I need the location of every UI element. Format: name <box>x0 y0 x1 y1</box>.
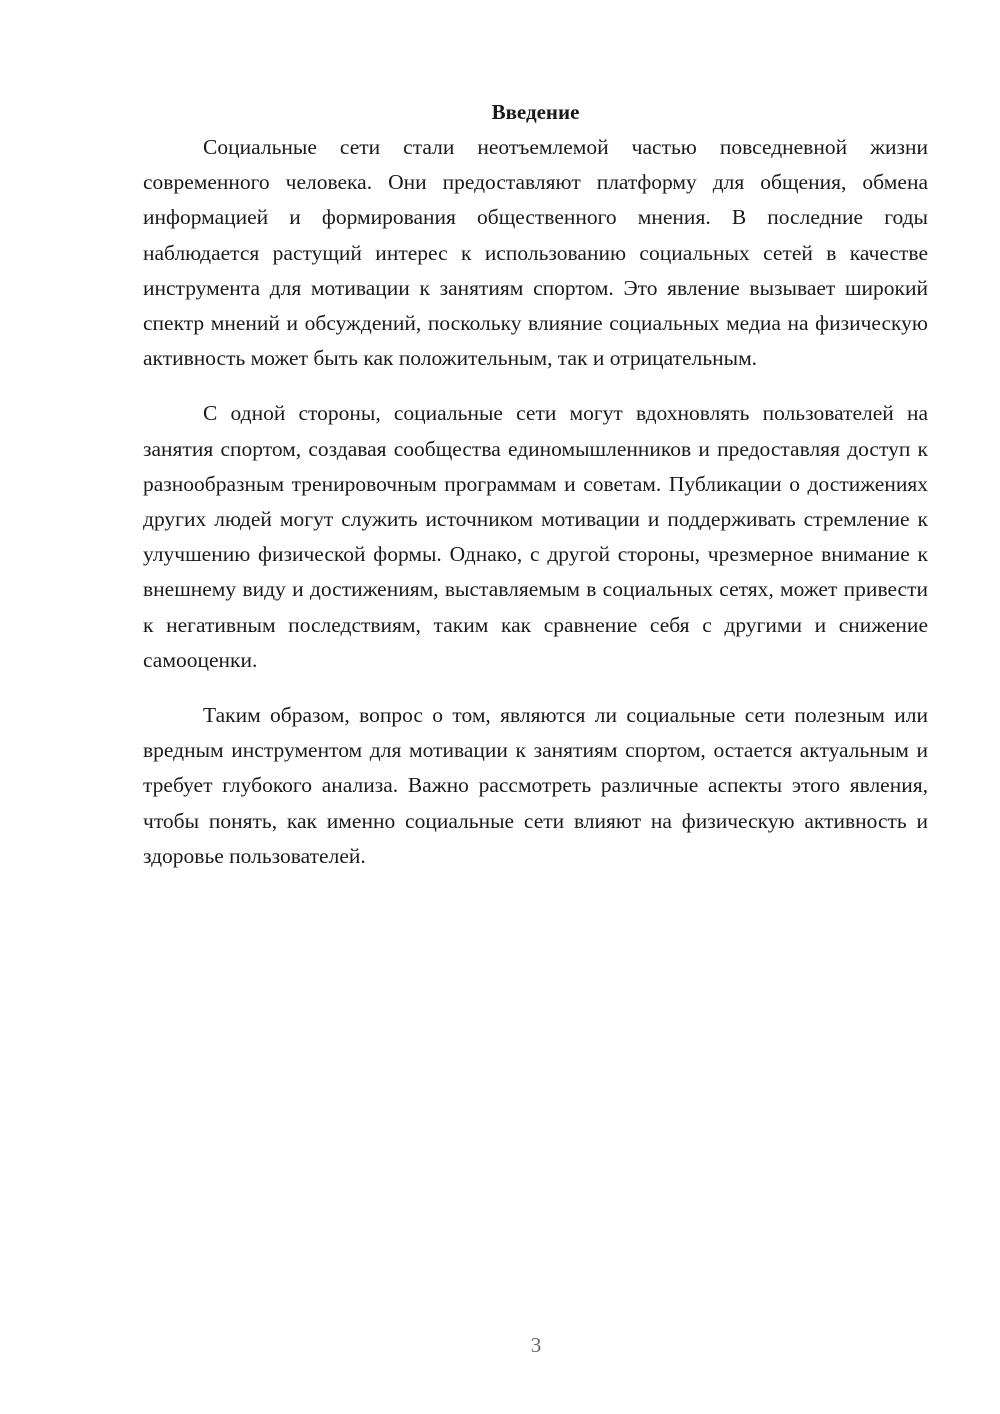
section-title: Введение <box>491 100 580 124</box>
page-number: 3 <box>530 1333 542 1357</box>
paragraph-pros-cons: С одной стороны, социальные сети могут вдохновлять пользователей на занятия спортом, создавая сообщества единомышленников и предоставляя доступ к разнообразным тренировочным программам и советам. Публикации о достижениях других людей могут служить источником мотивации и поддерживать стремление к улучшению физической формы. Однако, с другой стороны, чрезмерное внимание к внешнему виду и достижениям, выставляемым в социальных сетях, может привести к негативным последствиям, таким как сравнение себя с другими и снижение самооценки. <box>143 401 928 672</box>
page-content <box>143 98 928 894</box>
paragraph-intro: Социальные сети стали неотъемлемой частью повседневной жизни современного человека. Они предоставляют платформу для общения, обмена информацией и формирования общественного мнения. В последние годы наблюдается растущий интерес к использованию социальных сетей в качестве инструмента для мотивации к занятиям спортом. Это явление вызывает широкий спектр мнений и обсуждений, поскольку влияние социальных медиа на физическую активность может быть как положительным, так и отрицательным. <box>143 135 928 371</box>
paragraph-conclusion: Таким образом, вопрос о том, являются ли социальные сети полезным или вредным инструментом для мотивации к занятиям спортом, остается актуальным и требует глубокого анализа. Важно рассмотреть различные аспекты этого явления, чтобы понять, как именно социальные сети влияют на физическую активность и здоровье пользователей. <box>143 703 928 868</box>
